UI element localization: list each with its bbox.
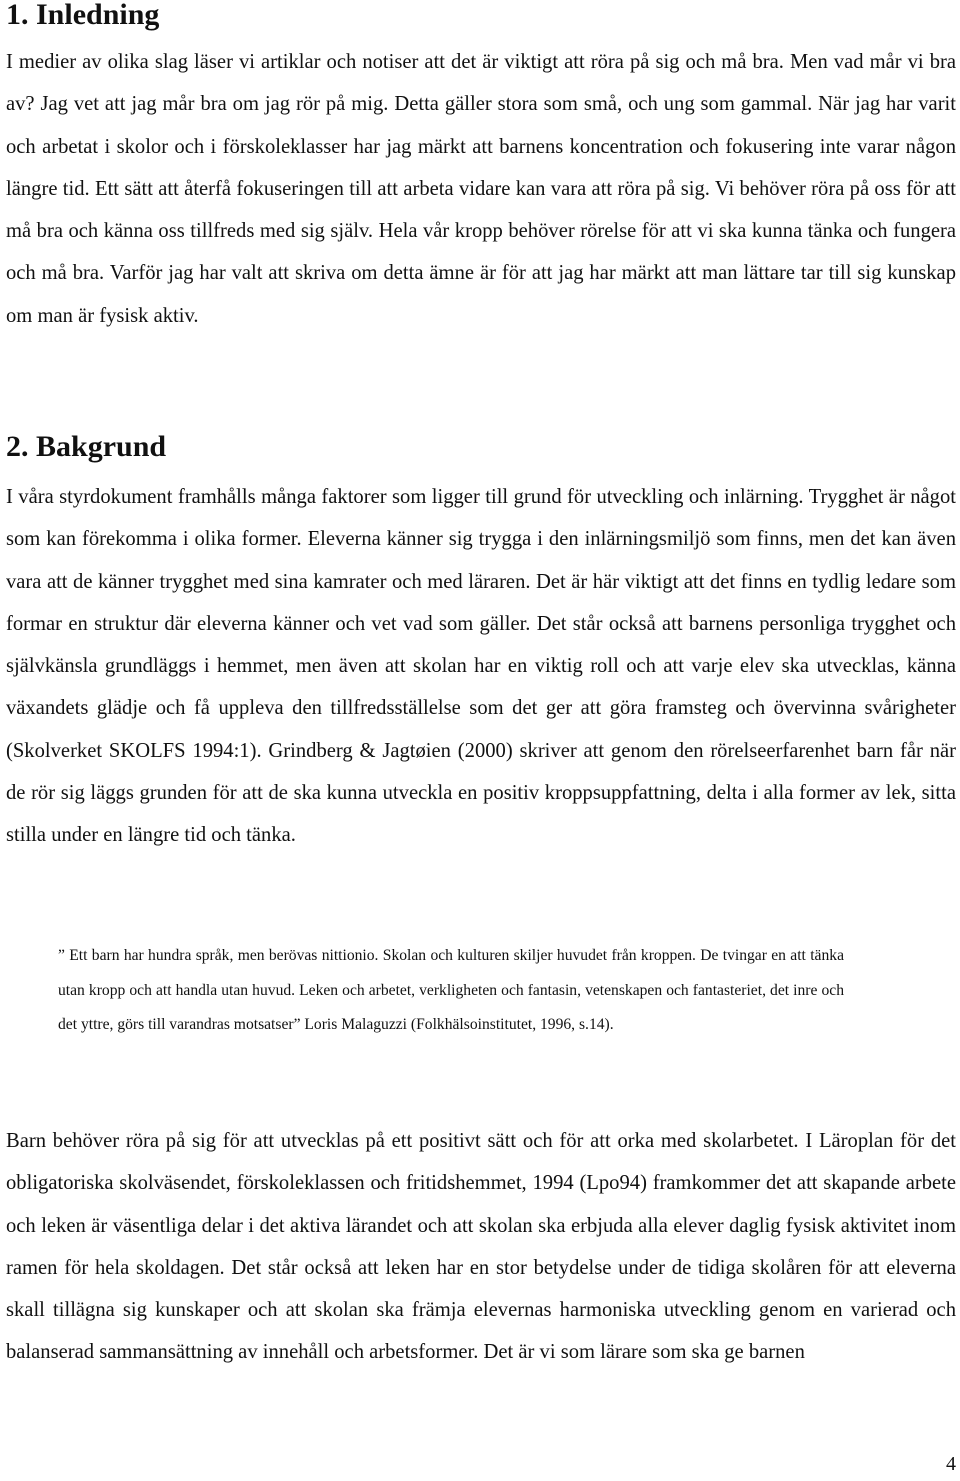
block-quote: ” Ett barn har hundra språk, men berövas nittionio. Skolan och kulturen skiljer huvudet från kroppen. De tvingar en att tänka utan kropp och att handla utan huvud. Leken och arbetet, verkligheten och fantasin, vetenskapen och fantasteriet, det inre och det yttre, görs till varandras motsatser” Loris Malaguzzi (Folkhälsoinstitutet, 1996, s.14). (58, 947, 844, 1033)
heading-bakgrund: 2. Bakgrund (6, 430, 167, 463)
paragraph-barn: Barn behöver röra på sig för att utvecklas på ett positivt sätt och för att orka med skolarbetet. I Läroplan för det obligatoriska skolväsendet, förskoleklassen och fritidshemmet, 1994 (Lpo94) framkommer det att skapande arbete och leken är väsentliga delar i det aktiva lärandet och att skolan ska erbjuda alla elever daglig fysisk aktivitet inom ramen för hela skoldagen. Det står också att leken har en stor betydelse under de tidiga skolåren för att eleverna skall tillägna sig kunskaper och att skolan ska främja elevernas harmoniska utveckling genom en varierad och balanserad sammansättning av innehåll och arbetsformer. Det är vi som lärare som ska ge barnen (6, 1130, 956, 1364)
paragraph-inledning: I medier av olika slag läser vi artiklar och notiser att det är viktigt att röra på sig och må bra. Men vad mår vi bra av? Jag vet att jag mår bra om jag rör på mig. Detta gäller stora som små, och ung som gammal. När jag har varit och arbetat i skolor och i förskoleklasser har jag märkt att barnens koncentration och fokusering inte varar någon längre tid. Ett sätt att återfå fokuseringen till att arbeta vidare kan vara att röra på sig. Vi behöver röra på oss för att må bra och känna oss tillfreds med sig själv. Hela vår kropp behöver rörelse för att vi ska kunna tänka och fungera och må bra. Varför jag har valt att skriva om detta ämne är för att jag har märkt att man lättare tar till sig kunskap om man är fysisk aktiv. (6, 51, 956, 327)
heading-inledning: 1. Inledning (6, 0, 160, 31)
page-number: 4 (946, 1453, 956, 1475)
paragraph-bakgrund: I våra styrdokument framhålls många faktorer som ligger till grund för utveckling och inlärning. Trygghet är något som kan förekomma i olika former. Eleverna känner sig trygga i den inlärningsmiljö som finns, men det kan även vara att de känner trygghet med sina kamrater och med läraren. Det är här viktigt att det finns en tydlig ledare som formar en struktur där eleverna känner och vet vad som gäller. Det står också att barnens personliga trygghet och självkänsla grundläggs i hemmet, men även att skolan har en viktig roll och att varje elev ska utvecklas, känna växandets glädje och få uppleva den tillfredsställelse som det ger att göra framsteg och övervinna svårigheter (Skolverket SKOLFS 1994:1). Grindberg & Jagtøien (2000) skriver att genom den rörelseerfarenhet barn får när de rör sig läggs grunden för att de ska kunna utveckla en positiv kroppsuppfattning, delta i alla former av lek, sitta stilla under en längre tid och tänka. (6, 486, 956, 847)
